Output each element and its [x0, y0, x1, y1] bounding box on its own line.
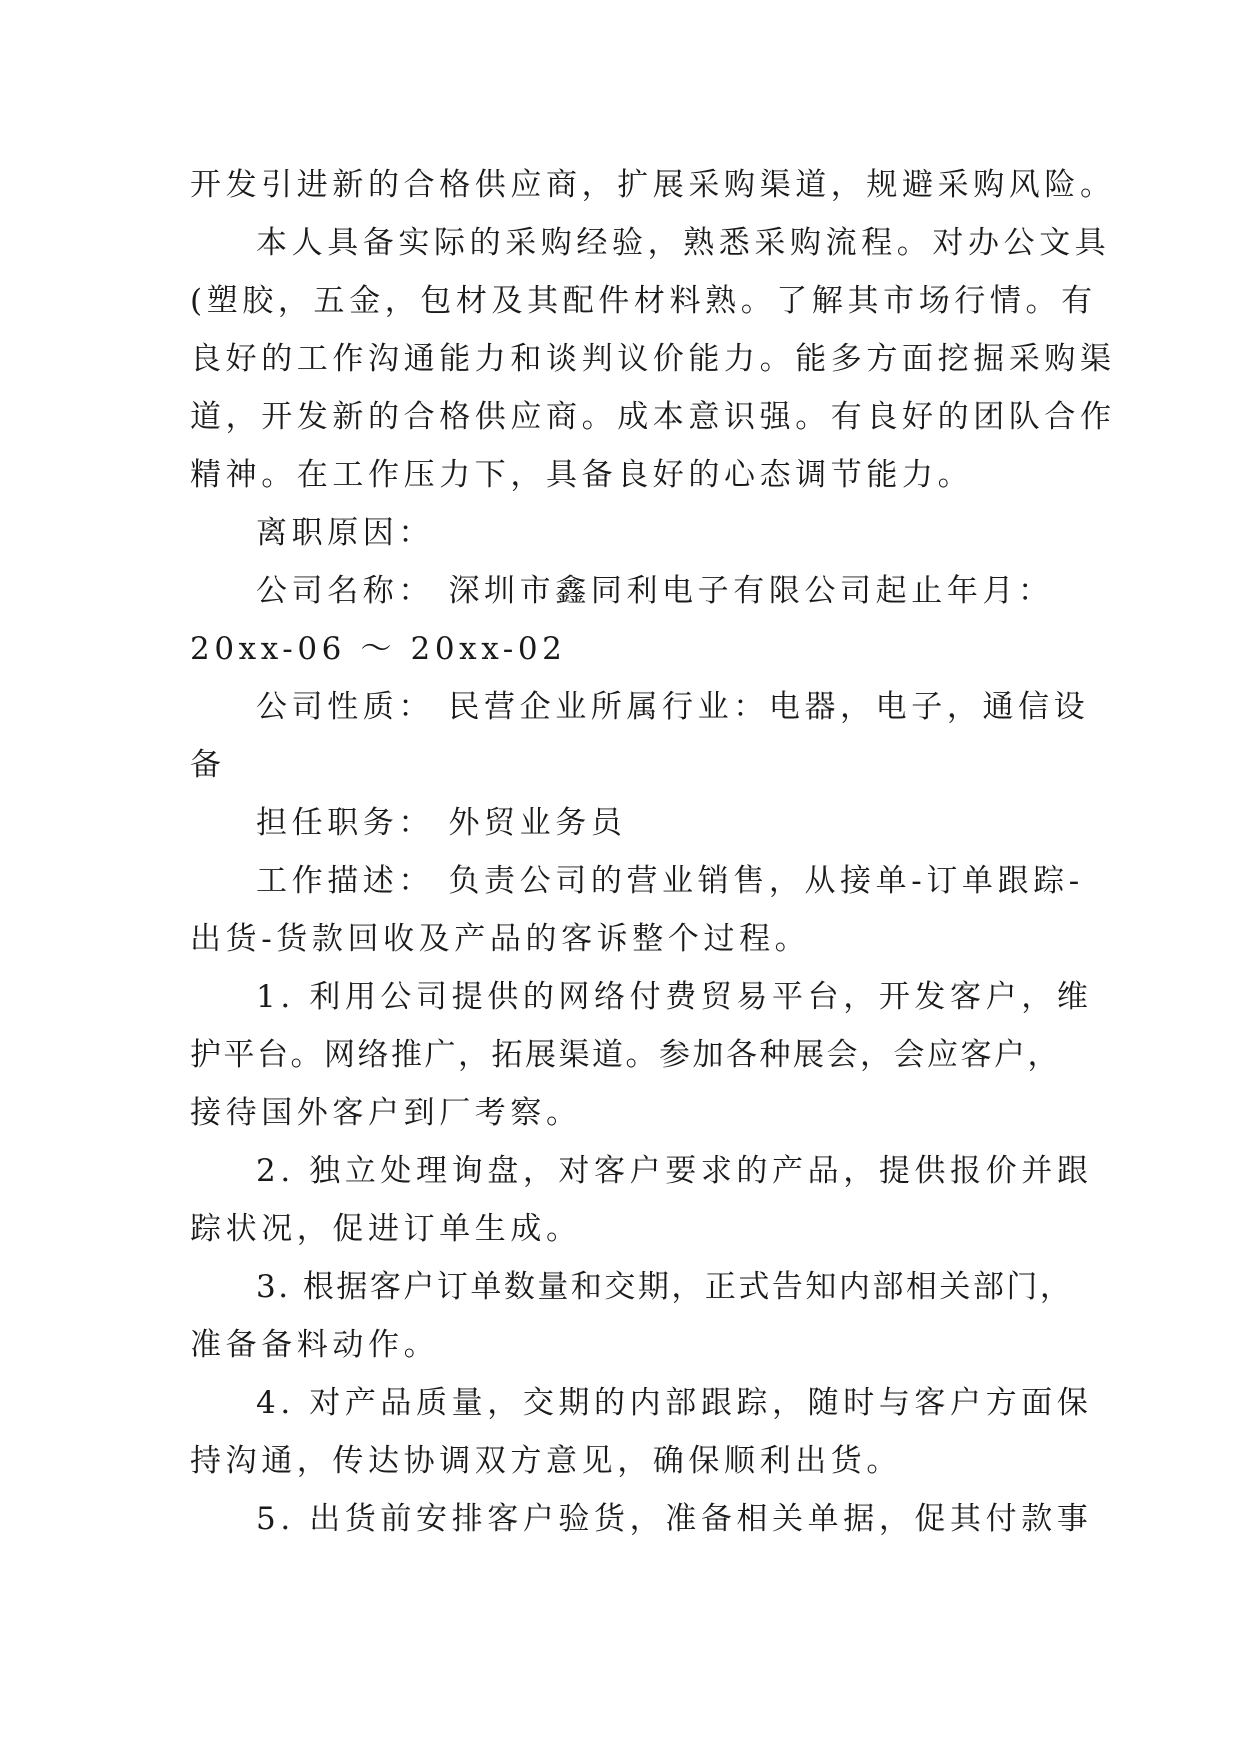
paragraph-leave-reason	[190, 504, 1050, 562]
text-line: 2. 独立处理询盘，对客户要求的产品，提供报价并跟	[256, 1153, 1093, 1189]
text-line: (塑胶，五金，包材及其配件材料熟。了解其市场行情。有	[190, 283, 1097, 319]
text-line: 开发引进新的合格供应商，扩展采购渠道，规避采购风险。	[190, 167, 1116, 203]
text-line: 1. 利用公司提供的网络付费贸易平台，开发客户，维	[256, 979, 1093, 1015]
text-line: 准备备料动作。	[190, 1327, 440, 1363]
text-line: 20xx-06 ～ 20xx-02	[190, 631, 567, 667]
list-item-5	[190, 1490, 1093, 1548]
text-line: 精神。在工作压力下，具备良好的心态调节能力。	[190, 457, 974, 493]
document-page	[190, 156, 1116, 1548]
text-line: 4. 对产品质量，交期的内部跟踪，随时与客户方面保	[256, 1385, 1093, 1421]
text-line: 3. 根据客户订单数量和交期，正式告知内部相关部门，	[256, 1269, 1074, 1305]
text-line: 离职原因：	[256, 515, 434, 551]
text-line: 踪状况，促进订单生成。	[190, 1211, 582, 1247]
paragraph-position	[190, 794, 1050, 852]
text-line: 5. 出货前安排客户验货，准备相关单据，促其付款事	[256, 1501, 1093, 1537]
text-line: 良好的工作沟通能力和谈判议价能力。能多方面挖掘采购渠	[190, 341, 1116, 377]
text-line: 接待国外客户到厂考察。	[190, 1095, 582, 1131]
text-line: 持沟通，传达协调双方意见，确保顺利出货。	[190, 1443, 902, 1479]
paragraph-self-summary	[190, 214, 1116, 504]
text-line: 公司名称： 深圳市鑫同利电子有限公司起止年月：	[256, 573, 1054, 609]
paragraph-company-name	[190, 562, 1054, 678]
list-item-1	[190, 968, 1093, 1142]
text-line: 工作描述： 负责公司的营业销售，从接单-订单跟踪-	[256, 863, 1084, 899]
paragraph-job-description	[190, 852, 1084, 968]
text-line: 担任职务： 外贸业务员	[256, 805, 627, 841]
list-item-3	[190, 1258, 1074, 1374]
paragraph-procurement-goal	[190, 156, 1116, 214]
list-item-4	[190, 1374, 1093, 1490]
text-line: 护平台。网络推广，拓展渠道。参加各种展会，会应客户，	[190, 1037, 1061, 1073]
list-item-2	[190, 1142, 1093, 1258]
text-line: 公司性质： 民营企业所属行业：电器，电子，通信设	[256, 689, 1090, 725]
text-line: 出货-货款回收及产品的客诉整个过程。	[190, 921, 811, 957]
text-line: 道，开发新的合格供应商。成本意识强。有良好的团队合作	[190, 399, 1116, 435]
text-line: 本人具备实际的采购经验，熟悉采购流程。对办公文具	[256, 225, 1111, 261]
text-line: 备	[190, 747, 226, 783]
paragraph-company-type	[190, 678, 1090, 794]
